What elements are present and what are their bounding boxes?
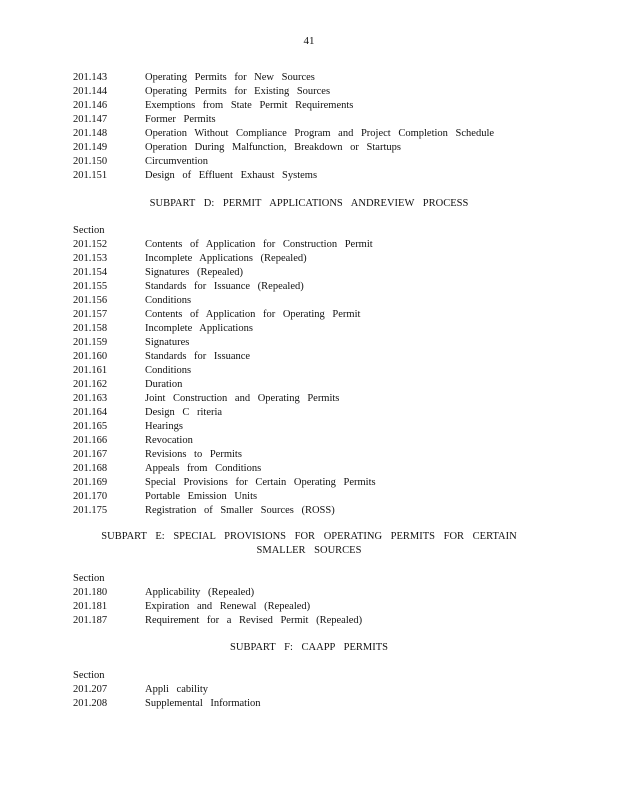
list-item bbox=[73, 127, 553, 141]
section-title: Revisions to Permits bbox=[145, 449, 242, 460]
section-number: 201.181 bbox=[73, 601, 108, 612]
list-item bbox=[73, 504, 553, 518]
section-title: Design C riteria bbox=[145, 407, 223, 418]
section-number: 201.165 bbox=[73, 421, 108, 432]
list-item bbox=[73, 350, 553, 364]
list-item bbox=[73, 600, 553, 614]
section-title: Signatures bbox=[145, 337, 190, 348]
list-item bbox=[73, 683, 553, 697]
section-number: 201.153 bbox=[73, 253, 108, 264]
section-title: Joint Construction and Operating Permits bbox=[145, 393, 340, 404]
section-number: 201.187 bbox=[73, 615, 108, 626]
section-title: Exemptions from State Permit Requirements bbox=[145, 100, 354, 111]
section-title: Revocation bbox=[145, 435, 193, 446]
section-title: Operating Permits for Existing Sources bbox=[145, 86, 331, 97]
subpart-d-heading: SUBPART D: PERMIT APPLICATIONS ANDREVIEW PROCESS bbox=[149, 198, 469, 209]
section-number: 201.149 bbox=[73, 142, 108, 153]
list-item bbox=[73, 266, 553, 280]
section-title: Incomplete Applications bbox=[145, 323, 253, 334]
section-title: Appeals from Conditions bbox=[145, 463, 262, 474]
list-item bbox=[73, 141, 553, 155]
section-number: 201.148 bbox=[73, 128, 108, 139]
list-item bbox=[73, 155, 553, 169]
section-title: Applicability (Repealed) bbox=[145, 587, 255, 598]
section-number: 201.144 bbox=[73, 86, 108, 97]
section-number: 201.160 bbox=[73, 351, 108, 362]
section-number: 201.175 bbox=[73, 505, 108, 516]
section-number: 201.143 bbox=[73, 72, 108, 83]
list-item bbox=[73, 322, 553, 336]
section-number: 201.151 bbox=[73, 170, 108, 181]
section-title: Standards for Issuance bbox=[145, 351, 251, 362]
list-item bbox=[73, 586, 553, 600]
list-item bbox=[73, 490, 553, 504]
subpart-f-heading: SUBPART F: CAAPP PERMITS bbox=[230, 642, 388, 653]
section-title: Supplemental Information bbox=[145, 698, 261, 709]
subpart-e-heading-line-2: SMALLER SOURCES bbox=[256, 545, 362, 556]
section-number: 201.147 bbox=[73, 114, 108, 125]
list-item bbox=[73, 476, 553, 490]
section-title: Contents of Application for Construction Permit bbox=[145, 239, 373, 250]
list-item bbox=[73, 448, 553, 462]
section-title: Conditions bbox=[145, 365, 192, 376]
section-number: 201.159 bbox=[73, 337, 108, 348]
section-title: Contents of Application for Operating Permit bbox=[145, 309, 361, 320]
section-label: Section bbox=[73, 573, 105, 584]
section-title: Operating Permits for New Sources bbox=[145, 72, 315, 83]
section-title: Registration of Smaller Sources (ROSS) bbox=[145, 505, 335, 516]
list-item bbox=[73, 169, 553, 183]
section-list-subpart-f bbox=[73, 669, 553, 711]
section-label: Section bbox=[73, 670, 105, 681]
section-number: 201.152 bbox=[73, 239, 108, 250]
list-item bbox=[73, 392, 553, 406]
section-number: 201.208 bbox=[73, 698, 108, 709]
section-number: 201.163 bbox=[73, 393, 108, 404]
section-title: Incomplete Applications (Repealed) bbox=[145, 253, 307, 264]
section-number: 201.170 bbox=[73, 491, 108, 502]
subpart-e-heading bbox=[0, 530, 618, 558]
section-title: Expiration and Renewal (Repealed) bbox=[145, 601, 311, 612]
list-item bbox=[73, 294, 553, 308]
section-title: Appli cability bbox=[145, 684, 209, 695]
list-item bbox=[73, 697, 553, 711]
list-item bbox=[73, 336, 553, 350]
section-title: Hearings bbox=[145, 421, 183, 432]
section-title: Standards for Issuance (Repealed) bbox=[145, 281, 304, 292]
section-title: Operation During Malfunction, Breakdown or Startups bbox=[145, 142, 401, 153]
subpart-e-heading-line-1: SUBPART E: SPECIAL PROVISIONS FOR OPERATING PERMITS FOR CERTAIN bbox=[101, 531, 517, 542]
list-item bbox=[73, 462, 553, 476]
section-label: Section bbox=[73, 225, 105, 236]
list-item bbox=[73, 364, 553, 378]
section-number: 201.150 bbox=[73, 156, 108, 167]
section-number: 201.180 bbox=[73, 587, 108, 598]
section-title: Portable Emission Units bbox=[145, 491, 258, 502]
list-item bbox=[73, 113, 553, 127]
section-number: 201.156 bbox=[73, 295, 108, 306]
list-item bbox=[73, 280, 553, 294]
list-item bbox=[73, 252, 553, 266]
list-item bbox=[73, 406, 553, 420]
section-title: Former Permits bbox=[145, 114, 216, 125]
section-number: 201.168 bbox=[73, 463, 108, 474]
list-item bbox=[73, 420, 553, 434]
section-number: 201.154 bbox=[73, 267, 108, 278]
list-item bbox=[73, 99, 553, 113]
section-title: Requirement for a Revised Permit (Repealed) bbox=[145, 615, 363, 626]
section-number: 201.155 bbox=[73, 281, 108, 292]
section-number: 201.166 bbox=[73, 435, 108, 446]
list-item bbox=[73, 71, 553, 85]
section-list-subpart-e bbox=[73, 572, 553, 628]
section-number: 201.167 bbox=[73, 449, 108, 460]
list-item bbox=[73, 614, 553, 628]
section-title: Conditions bbox=[145, 295, 192, 306]
section-number: 201.161 bbox=[73, 365, 108, 376]
section-number: 201.162 bbox=[73, 379, 108, 390]
section-list-group-1 bbox=[73, 71, 553, 183]
section-title: Signatures (Repealed) bbox=[145, 267, 244, 278]
section-number: 201.158 bbox=[73, 323, 108, 334]
section-title: Design of Effluent Exhaust Systems bbox=[145, 170, 318, 181]
section-title: Special Provisions for Certain Operating Permits bbox=[145, 477, 376, 488]
list-item bbox=[73, 434, 553, 448]
list-item bbox=[73, 378, 553, 392]
section-title: Duration bbox=[145, 379, 183, 390]
list-item bbox=[73, 238, 553, 252]
section-number: 201.164 bbox=[73, 407, 108, 418]
section-number: 201.157 bbox=[73, 309, 108, 320]
section-number: 201.207 bbox=[73, 684, 108, 695]
section-number: 201.169 bbox=[73, 477, 108, 488]
list-item bbox=[73, 85, 553, 99]
section-title: Operation Without Compliance Program and Project Completion Schedule bbox=[145, 128, 495, 139]
section-title: Circumvention bbox=[145, 156, 208, 167]
section-list-subpart-d bbox=[73, 224, 553, 518]
page-number: 41 bbox=[303, 35, 315, 47]
section-number: 201.146 bbox=[73, 100, 108, 111]
list-item bbox=[73, 308, 553, 322]
